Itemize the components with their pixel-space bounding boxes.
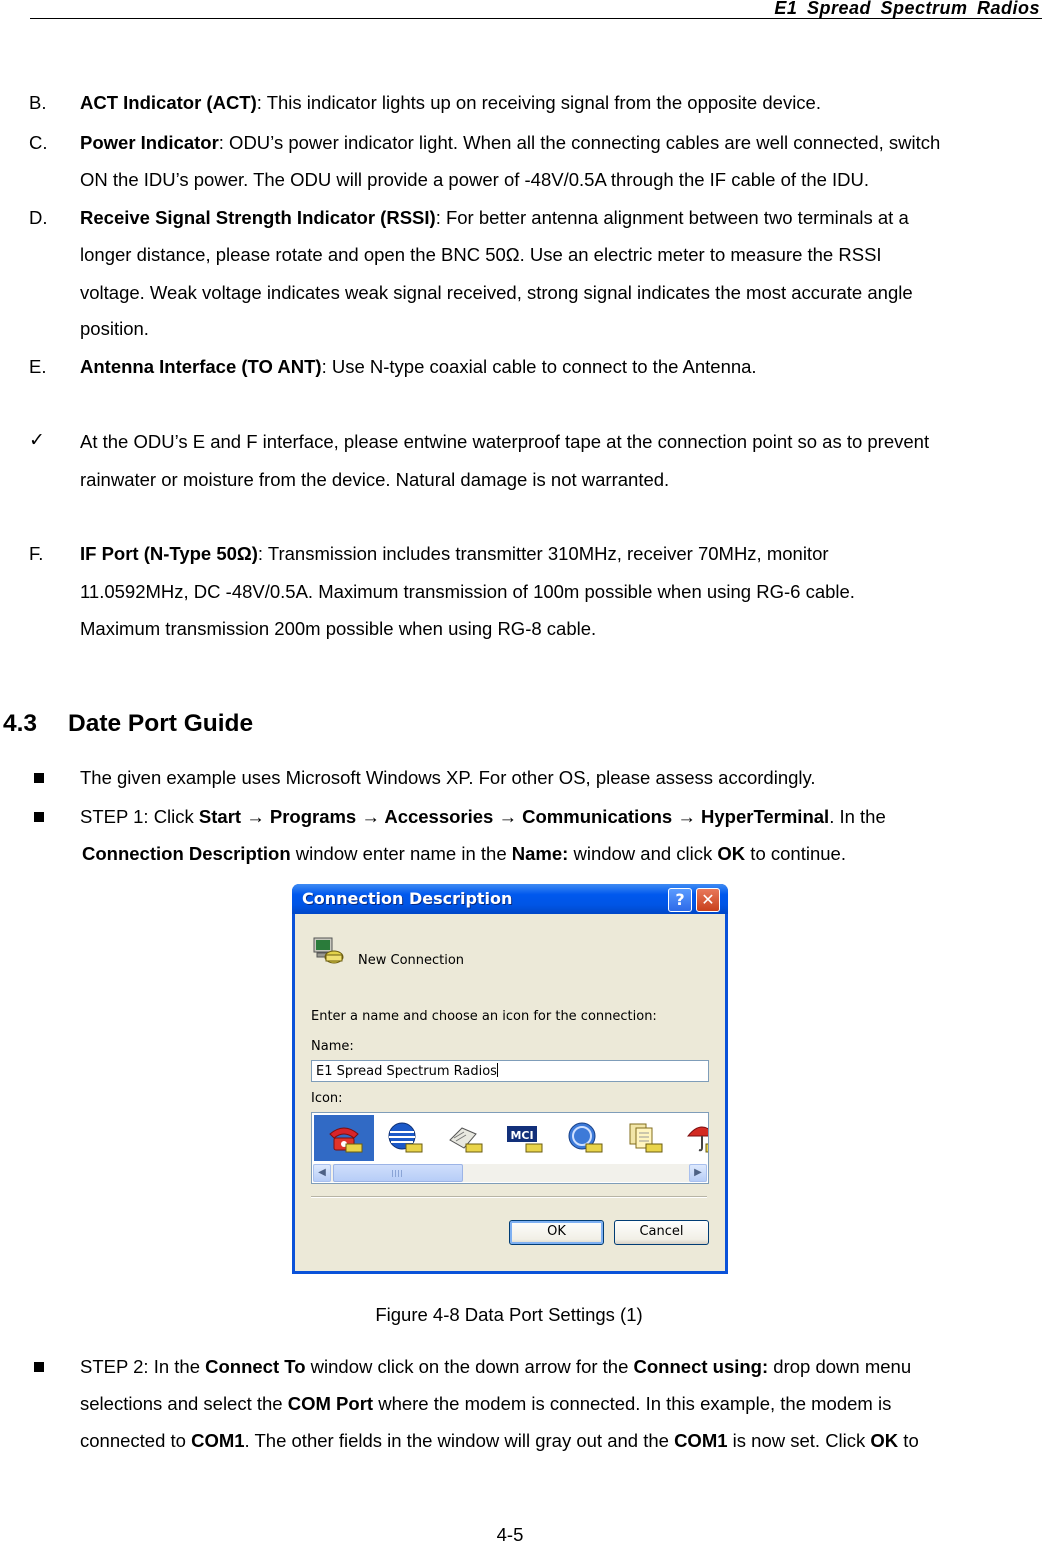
arrow-right-icon: → (672, 806, 701, 827)
help-icon[interactable]: ? (668, 888, 692, 912)
item-f-term: IF Port (N-Type 50Ω) (80, 543, 258, 564)
step1-conn-desc: Connection Description (82, 843, 291, 864)
square-bullet-icon (34, 812, 44, 822)
item-d-line2: longer distance, please rotate and open the BNC 50Ω. Use an electric meter to measure the RSSI (80, 244, 882, 265)
step1-prefix: STEP 1: Click (80, 806, 199, 827)
note-line2: rainwater or moisture from the device. Natural damage is not warranted. (80, 469, 670, 490)
step2-com1-second: COM1 (674, 1430, 728, 1451)
step2-line1 (80, 1356, 911, 1378)
item-c-desc: : ODU’s power indicator light. When all the connecting cables are well connected, switch (218, 132, 941, 153)
documents-icon (624, 1120, 664, 1156)
item-c-term: Power Indicator (80, 132, 219, 153)
mci-icon (504, 1120, 544, 1156)
icon-list-scrollbar[interactable] (313, 1164, 707, 1182)
figure-caption: Figure 4-8 Data Port Settings (1) (375, 1304, 643, 1325)
step2-l2a: selections and select the (80, 1393, 288, 1414)
note-line1: At the ODU’s E and F interface, please entwine waterproof tape at the connection point so as to prevent (80, 431, 930, 452)
square-bullet-icon (34, 773, 44, 783)
step2-line2 (80, 1393, 891, 1415)
bullet-os-note: The given example uses Microsoft Windows XP. For other OS, please assess accordingly. (80, 767, 816, 788)
close-icon[interactable]: ✕ (696, 888, 720, 912)
item-d-desc: : For better antenna alignment between two terminals at a (435, 207, 909, 228)
item-e-text (80, 356, 757, 378)
step2-com1: COM1 (191, 1430, 245, 1451)
item-e-term: Antenna Interface (TO ANT) (80, 356, 322, 377)
item-d-term: Receive Signal Strength Indicator (RSSI) (80, 207, 436, 228)
item-b-term: ACT Indicator (ACT) (80, 92, 257, 113)
header-rule (30, 18, 1042, 19)
step1-accessories: Accessories (384, 806, 494, 827)
step2-l3b: . The other fields in the window will gray out and the (244, 1430, 675, 1451)
item-c-line2: ON the IDU’s power. The ODU will provide a power of -48V/0.5A through the IF cable of the IDU. (80, 169, 870, 190)
item-f-letter: F. (29, 543, 44, 564)
item-d-line4: position. (80, 318, 149, 339)
icon-list[interactable] (311, 1112, 709, 1184)
step1-ok: OK (717, 843, 746, 864)
cancel-button[interactable]: Cancel (614, 1220, 709, 1245)
text-caret (497, 1063, 498, 1077)
new-connection-icon (312, 936, 344, 966)
item-f-line2: 11.0592MHz, DC -48V/0.5A. Maximum transmission of 100m possible when using RG-6 cable. (80, 581, 855, 602)
ok-button[interactable]: OK (509, 1220, 604, 1245)
new-connection-label: New Connection (358, 953, 465, 968)
red-phone-icon (324, 1120, 364, 1156)
step1-mid2: window and click (568, 843, 718, 864)
item-f-line3: Maximum transmission 200m possible when using RG-8 cable. (80, 618, 597, 639)
step2-l3a: connected to (80, 1430, 192, 1451)
item-c-letter: C. (29, 132, 48, 153)
name-label: Name: (311, 1039, 354, 1054)
step2-mid: window click on the down arrow for the (305, 1356, 634, 1377)
dialog-titlebar[interactable] (292, 884, 728, 914)
step2-l3d: to (898, 1430, 919, 1451)
umbrella-icon (684, 1120, 709, 1156)
step1-name: Name: (511, 843, 569, 864)
arrow-right-icon: → (356, 806, 385, 827)
page-number: 4-5 (496, 1524, 524, 1545)
mci-text: MCI (510, 1129, 534, 1142)
item-d-text (80, 207, 909, 229)
item-b-text (80, 92, 821, 114)
arrow-right-icon: → (493, 806, 523, 827)
icon-option-umbrella[interactable] (674, 1115, 709, 1161)
step1-line2 (82, 843, 846, 865)
item-b-desc: : This indicator lights up on receiving signal from the opposite device. (256, 92, 821, 113)
scroll-left-icon[interactable]: ◀ (313, 1164, 331, 1182)
scrollbar-thumb[interactable] (333, 1164, 463, 1182)
fax-icon (444, 1120, 484, 1156)
item-c-text (80, 132, 940, 154)
section-number: 4.3 (3, 710, 38, 737)
icon-label: Icon: (311, 1091, 343, 1106)
step2-line3 (80, 1430, 919, 1452)
section-heading (3, 709, 253, 739)
step1-line1 (80, 806, 886, 828)
dialog-separator (311, 1196, 707, 1198)
running-header-title: E1 Spread Spectrum Radios (774, 0, 1040, 18)
item-d-line3: voltage. Weak voltage indicates weak signal received, strong signal indicates the most accurate angle (80, 282, 913, 303)
icon-option-ge[interactable] (554, 1115, 614, 1161)
step1-hyperterminal: HyperTerminal (701, 806, 830, 827)
name-input-value: E1 Spread Spectrum Radios (316, 1064, 497, 1079)
step2-com-port: COM Port (287, 1393, 374, 1414)
step2-l2b: where the modem is connected. In this example, the modem is (373, 1393, 892, 1414)
step1-programs: Programs (269, 806, 357, 827)
icon-option-mci[interactable] (494, 1115, 554, 1161)
icon-option-fax[interactable] (434, 1115, 494, 1161)
step2-connect-to: Connect To (205, 1356, 306, 1377)
arrow-right-icon: → (241, 806, 270, 827)
step2-tail: drop down menu (768, 1356, 912, 1377)
globe-icon (384, 1120, 424, 1156)
item-e-desc: : Use N-type coaxial cable to connect to the Antenna. (321, 356, 757, 377)
square-bullet-icon (34, 1362, 44, 1372)
item-f-desc: : Transmission includes transmitter 310MHz, receiver 70MHz, monitor (257, 543, 829, 564)
dialog-body (295, 914, 725, 1271)
connection-description-dialog (292, 884, 728, 1274)
icon-option-documents[interactable] (614, 1115, 674, 1161)
dialog-prompt: Enter a name and choose an icon for the connection: (311, 1009, 657, 1024)
icon-option-globe[interactable] (374, 1115, 434, 1161)
dialog-title: Connection Description (302, 889, 513, 908)
step1-tail: . In the (829, 806, 886, 827)
step2-connect-using: Connect using: (633, 1356, 769, 1377)
item-d-letter: D. (29, 207, 48, 228)
step1-start: Start (198, 806, 242, 827)
icon-option-red-phone[interactable] (314, 1115, 374, 1161)
step1-mid: window enter name in the (290, 843, 512, 864)
item-b-letter: B. (29, 92, 47, 113)
item-e-letter: E. (29, 356, 47, 377)
step2-ok: OK (870, 1430, 899, 1451)
scroll-right-icon[interactable]: ▶ (689, 1164, 707, 1182)
item-f-text (80, 543, 829, 565)
step1-end: to continue. (745, 843, 846, 864)
step2-l3c: is now set. Click (727, 1430, 871, 1451)
ge-logo-icon (564, 1120, 604, 1156)
step2-prefix: STEP 2: In the (80, 1356, 206, 1377)
section-title: Date Port Guide (68, 710, 254, 737)
checkmark-icon: ✓ (29, 430, 45, 451)
name-input[interactable] (311, 1060, 709, 1082)
step1-communications: Communications (522, 806, 673, 827)
scrollbar-grip-icon (392, 1170, 404, 1177)
